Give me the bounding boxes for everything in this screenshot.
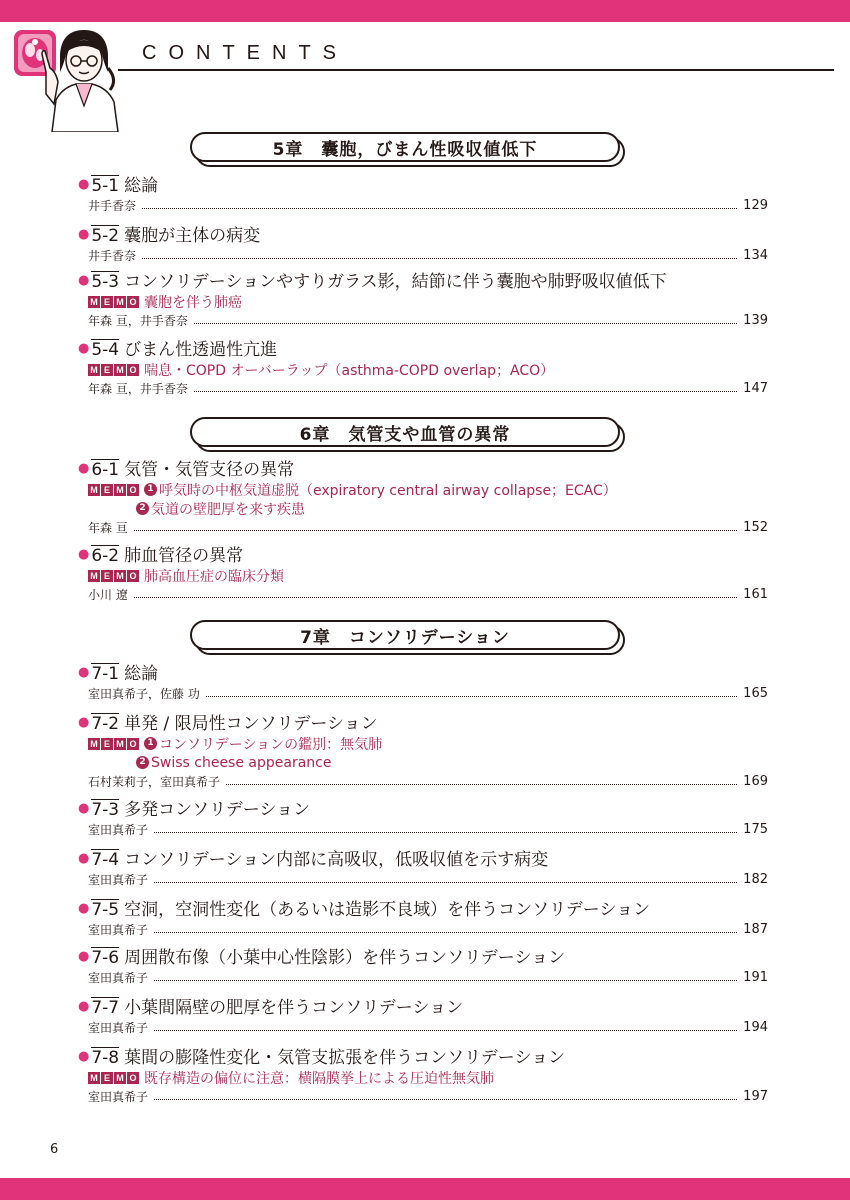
author-names: 小川 遼 [88,587,128,602]
memo-line [88,734,768,753]
entry-title-row [78,456,768,480]
section-title: 小葉間隔壁の肥厚を伴うコンソリデーション [124,998,464,1018]
memo-badge-letter: E [101,296,113,308]
memo-line [88,1068,768,1087]
memo-number-badge: 2 [136,502,149,515]
dot-leader [134,524,737,531]
section-number: 7-4 [91,850,120,870]
memo-badge [88,1072,140,1084]
memo-badge-letter: E [101,364,113,376]
page-ref: 147 [743,380,768,396]
bullet-icon: ● [78,547,90,562]
section-number: 5-2 [91,226,120,246]
section-number: 7-8 [91,1048,120,1068]
section-title: 葉間の膨隆性変化・気管支拡張を伴うコンソリデーション [124,1048,566,1068]
memo-badge-letter: M [114,738,126,750]
memo-line [136,499,768,518]
entry-title-row [78,542,768,566]
chapter-title: 5章 囊胞，びまん性吸収値低下 [272,139,538,160]
memo-line [88,566,768,585]
entry-title-row [78,896,768,920]
entry-title-row [78,172,768,196]
bullet-icon: ● [78,665,90,680]
memo-badge-letter: M [114,484,126,496]
memo-line [88,360,768,379]
bullet-icon: ● [78,715,90,730]
memo-text: 既存構造の偏位に注意：横隔膜挙上による圧迫性無気肺 [144,1070,494,1087]
author-line [88,379,768,397]
chapter-heading [190,417,620,447]
section-title: 周囲散布像（小葉中心性陰影）を伴うコンソリデーション [124,948,566,968]
dot-leader [194,317,737,324]
memo-badge-letter: E [101,738,113,750]
author-names: 井手香奈 [88,248,137,263]
memo-badge-letter: M [114,364,126,376]
author-names: 年森 亘，井手香奈 [88,313,188,328]
bullet-icon: ● [78,999,90,1014]
page-ref: 194 [743,1019,768,1035]
author-names: 室田真希子 [88,970,149,985]
bottom-color-band [0,1178,850,1200]
dot-leader [194,385,737,392]
memo-badge-letter: E [101,1072,113,1084]
section-number: 5-1 [91,176,120,196]
author-names: 室田真希子 [88,872,149,887]
memo-badge-letter: O [127,1072,139,1084]
memo-badge-letter: M [114,296,126,308]
page-ref: 134 [743,247,768,263]
memo-text: 囊胞を伴う肺癌 [144,294,242,311]
author-line [88,196,768,214]
entry-title-row [78,336,768,360]
page-number: 6 [50,1142,59,1157]
bullet-icon: ● [78,851,90,866]
memo-badge [88,484,140,496]
entry-title-row [78,710,768,734]
section-title: 肺血管径の異常 [124,546,244,566]
entry-title-row [78,846,768,870]
page-ref: 191 [743,969,768,985]
memo-text: 気道の壁肥厚を来す疾患 [151,501,305,518]
memo-line [136,753,768,772]
section-title: 総論 [124,176,159,196]
page-ref: 152 [743,519,768,535]
memo-badge [88,738,140,750]
author-names: 井手香奈 [88,198,137,213]
bullet-icon: ● [78,1049,90,1064]
author-line [88,585,768,603]
memo-badge-letter: M [114,570,126,582]
toc-entry[interactable] [78,994,768,1036]
bullet-icon: ● [78,461,90,476]
author-names: 年森 亘，井手香奈 [88,381,188,396]
toc-entry[interactable] [78,944,768,986]
page-ref: 187 [743,921,768,937]
section-title: 気管・気管支径の異常 [124,460,295,480]
author-line [88,870,768,888]
toc-entry[interactable] [78,796,768,838]
contents-heading: CONTENTS [142,42,348,64]
section-title: びまん性透過性亢進 [124,340,278,360]
author-line [88,518,768,536]
author-line [88,311,768,329]
toc-entry[interactable] [78,222,768,264]
section-title: 総論 [124,664,159,684]
memo-number-badge: 1 [144,737,157,750]
memo-badge-letter: O [127,484,139,496]
page-ref: 139 [743,312,768,328]
section-number: 7-7 [91,998,120,1018]
memo-badge-letter: M [88,296,100,308]
dot-leader [134,591,737,598]
author-names: 石村茉莉子，室田真希子 [88,774,221,789]
toc-entry[interactable] [78,172,768,214]
page-ref: 161 [743,586,768,602]
page-ref: 165 [743,685,768,701]
memo-badge [88,570,140,582]
section-number: 7-6 [91,948,120,968]
author-line [88,772,768,790]
memo-badge-letter: E [101,570,113,582]
memo-badge-letter: O [127,738,139,750]
author-line [88,920,768,938]
page-ref: 182 [743,871,768,887]
author-names: 室田真希子 [88,822,149,837]
section-number: 7-5 [91,900,120,920]
section-title: 多発コンソリデーション [124,800,311,820]
section-title: コンソリデーション内部に高吸収，低吸収値を示す病変 [124,850,549,870]
memo-badge-letter: M [88,364,100,376]
author-names: 室田真希子 [88,922,149,937]
section-number: 7-3 [91,800,120,820]
chapter-title: 6章 気管支や血管の異常 [299,424,511,445]
toc-entry[interactable] [78,660,768,702]
entry-title-row [78,994,768,1018]
entry-title-row [78,1044,768,1068]
memo-badge-letter: M [88,1072,100,1084]
memo-badge-letter: E [101,484,113,496]
dot-leader [154,926,737,933]
toc-entry[interactable] [78,336,768,397]
memo-line [88,480,768,499]
page-ref: 169 [743,773,768,789]
memo-number-badge: 1 [144,483,157,496]
memo-badge [88,296,140,308]
bullet-icon: ● [78,901,90,916]
memo-badge-letter: M [114,1072,126,1084]
memo-badge-letter: M [88,738,100,750]
memo-text: コンソリデーションの鑑別：無気肺 [159,736,383,753]
entry-title-row [78,222,768,246]
dot-leader [154,876,737,883]
toc-entry[interactable] [78,1044,768,1105]
dot-leader [154,1093,737,1100]
memo-badge-letter: O [127,570,139,582]
section-number: 7-2 [91,714,120,734]
section-title: 囊胞が主体の病変 [124,226,261,246]
memo-text: 肺高血圧症の臨床分類 [144,568,284,585]
chapter-title: 7章 コンソリデーション [300,627,510,648]
chapter-heading [190,132,620,162]
memo-badge-letter: O [127,296,139,308]
bullet-icon: ● [78,177,90,192]
dot-leader [142,202,737,209]
page-ref: 129 [743,197,768,213]
author-line [88,968,768,986]
bullet-icon: ● [78,273,90,288]
memo-number-badge: 2 [136,756,149,769]
dot-leader [142,252,737,259]
toc-entry[interactable] [78,268,768,329]
memo-text: Swiss cheese appearance [151,754,332,771]
author-line [88,684,768,702]
author-names: 室田真希子 [88,1089,149,1104]
memo-text: 喘息・COPD オーバーラップ（asthma-COPD overlap；ACO） [144,362,555,379]
bullet-icon: ● [78,801,90,816]
bullet-icon: ● [78,227,90,242]
toc-entry[interactable] [78,456,768,536]
section-number: 6-1 [91,460,120,480]
section-title: 空洞，空洞性変化（あるいは造影不良域）を伴うコンソリデーション [124,900,651,920]
dot-leader [154,1024,737,1031]
dot-leader [226,778,737,785]
entry-title-row [78,796,768,820]
toc-entry[interactable] [78,710,768,790]
memo-text: 呼気時の中枢気道虚脱（expiratory central airway collapse；ECAC） [159,482,617,499]
author-names: 室田真希子 [88,1020,149,1035]
toc-entry[interactable] [78,542,768,603]
author-names: 室田真希子，佐藤 功 [88,686,200,701]
bullet-icon: ● [78,341,90,356]
memo-badge-letter: M [88,484,100,496]
page-ref: 197 [743,1088,768,1104]
section-number: 5-4 [91,340,120,360]
entry-title-row [78,944,768,968]
section-number: 7-1 [91,664,120,684]
section-title: 単発 / 限局性コンソリデーション [124,714,378,734]
author-names: 年森 亘 [88,520,128,535]
memo-badge-letter: M [88,570,100,582]
author-line [88,1018,768,1036]
author-line [88,820,768,838]
dot-leader [154,974,737,981]
section-number: 6-2 [91,546,120,566]
section-number: 5-3 [91,272,120,292]
toc-entry[interactable] [78,846,768,888]
memo-badge [88,364,140,376]
memo-badge-letter: O [127,364,139,376]
dot-leader [154,826,737,833]
entry-title-row [78,268,768,292]
bullet-icon: ● [78,949,90,964]
memo-line [88,292,768,311]
toc-entry[interactable] [78,896,768,938]
dot-leader [206,690,737,697]
section-title: コンソリデーションやすりガラス影，結節に伴う囊胞や肺野吸収値低下 [124,272,667,292]
entry-title-row [78,660,768,684]
chapter-heading [190,620,620,650]
author-line [88,246,768,264]
author-line [88,1087,768,1105]
page-ref: 175 [743,821,768,837]
